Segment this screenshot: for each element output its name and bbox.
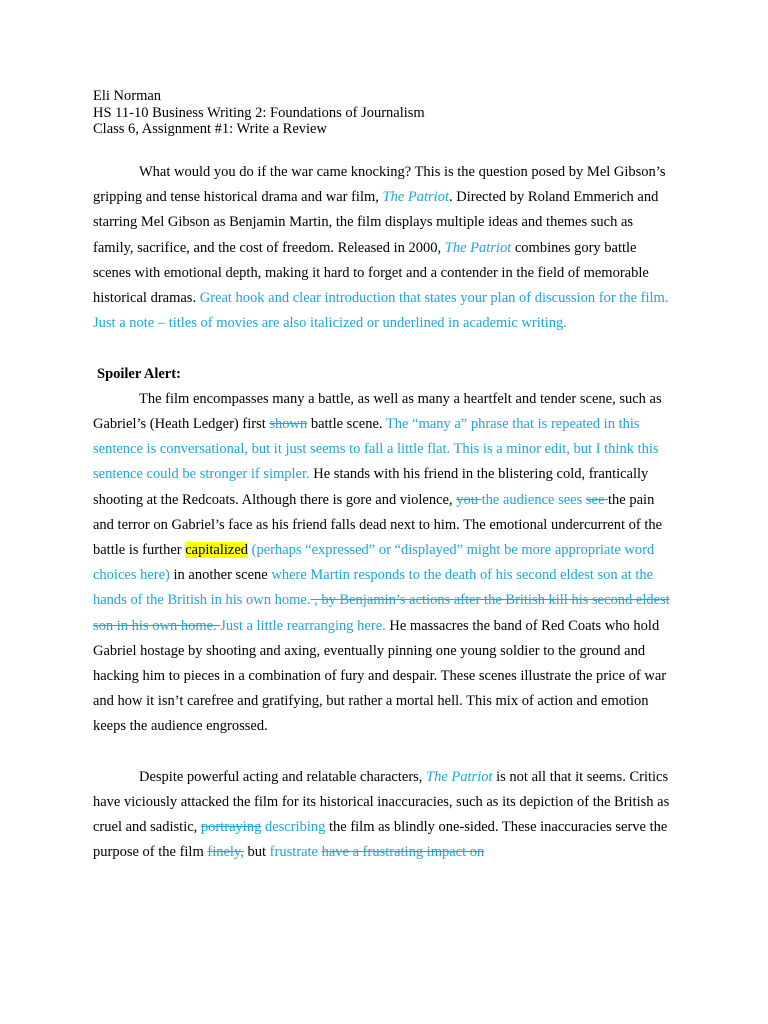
- paragraph-battle-scenes: [93, 387, 675, 740]
- inserted-text: where Martin responds to the death of his second eldest son at the hands of the British in his own home.: [93, 567, 654, 609]
- inserted-text: describing: [264, 819, 326, 836]
- inserted-text: the audience sees: [481, 491, 586, 508]
- highlighted-word: capitalized: [185, 542, 249, 559]
- document-body: [93, 160, 675, 866]
- film-title: The Patriot: [444, 239, 512, 256]
- text-run: the film as blindly one-sided. These inaccuracies serve the purpose of the film: [93, 819, 668, 861]
- deleted-text: portraying: [200, 819, 262, 836]
- text-run: is not all that it seems. Critics have viciously attacked the film for its historical inaccuracies, such as its depiction of the British as cruel and sadistic,: [93, 768, 670, 836]
- text-run: He stands with his friend in the blistering cold, frantically shooting at the Redcoats. Although there is gore and violence,: [93, 466, 649, 508]
- paragraph-intro: [93, 160, 675, 336]
- assignment-title: Class 6, Assignment #1: Write a Review: [93, 121, 327, 137]
- deleted-text: finely,: [207, 844, 244, 861]
- text-run: He massacres the band of Red Coats who hold Gabriel hostage by shooting and axing, eventually pinning one young soldier to the ground and hacking him to pieces in a combination of fury and despair. These scenes illustrate the price of war and how it isn’t carefree and gratifying, but rather a mortal hell. This mix of action and emotion keeps the audience engrossed.: [93, 617, 667, 735]
- inserted-text: frustrate: [269, 844, 318, 861]
- reviewer-comment: (perhaps “expressed” or “displayed” might be more appropriate word choices here): [93, 542, 655, 584]
- spoiler-heading: Spoiler Alert:: [97, 365, 181, 382]
- deleted-text: , by Benjamin’s actions after the British kill his second eldest son in his own home.: [93, 592, 670, 634]
- reviewer-comment: The “many a” phrase that is repeated in this sentence is conversational, but it just seems to fall a little flat. This is a minor edit, but I think this sentence could be stronger if simpler.: [93, 416, 659, 483]
- course-title: HS 11-10 Business Writing 2: Foundations of Journalism: [93, 104, 425, 121]
- document-header: [93, 88, 425, 138]
- paragraph-spacer: [93, 336, 675, 361]
- author-name: Eli Norman: [93, 88, 162, 104]
- text-run: combines gory battle scenes with emotional depth, making it hard to forget and a contender in the field of memorable historical dramas.: [93, 239, 649, 307]
- text-run: . Directed by Roland Emmerich and starring Mel Gibson as Benjamin Martin, the film displays multiple ideas and themes such as family, sacrifice, and the cost of freedom. Released in 2000,: [93, 189, 659, 256]
- text-run: What would you do if the war came knocking? This is the question posed by Mel Gibson’s gripping and tense historical drama and war film,: [93, 164, 666, 206]
- text-run: but: [243, 844, 270, 861]
- film-title: The Patriot: [426, 768, 493, 785]
- text-run: the pain and terror on Gabriel’s face as his friend falls dead next to him. The emotional undercurrent of the battle is further: [93, 491, 663, 559]
- deleted-text: you: [456, 491, 482, 508]
- text-run: The film encompasses many a battle, as well as many a heartfelt and tender scene, such as Gabriel’s (Heath Ledger) first: [93, 390, 662, 433]
- text-run: Despite powerful acting and relatable characters,: [139, 768, 427, 785]
- paragraph-spacer: [93, 740, 675, 765]
- deleted-text: shown: [269, 416, 308, 433]
- paragraph-criticism: [93, 765, 675, 866]
- deleted-text: have a frustrating impact on: [321, 844, 485, 861]
- reviewer-comment: Just a little rearranging here.: [220, 617, 386, 634]
- reviewer-comment: Great hook and clear introduction that states your plan of discussion for the film. Just a note – titles of movies are also italicized or underlined in academic writing.: [93, 290, 669, 332]
- text-run: in another scene: [169, 567, 272, 584]
- deleted-text: see: [585, 491, 609, 508]
- text-run: battle scene.: [307, 416, 386, 433]
- film-title: The Patriot: [382, 189, 449, 206]
